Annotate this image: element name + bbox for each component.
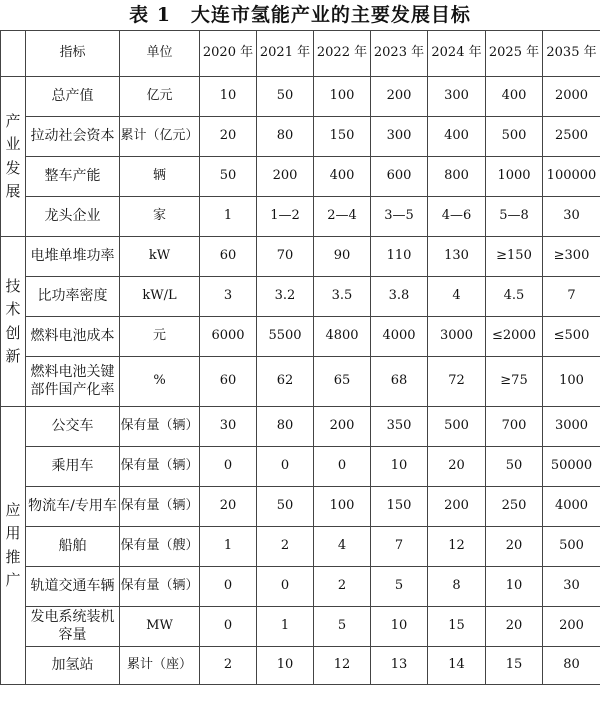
value-cell: 50: [257, 77, 314, 117]
value-cell: 400: [314, 157, 371, 197]
indicator-name: 乘用车: [26, 447, 120, 487]
value-cell: 2500: [543, 117, 600, 157]
column-header: 2035 年: [543, 31, 600, 77]
indicator-unit: kW: [120, 237, 200, 277]
value-cell: 50: [257, 487, 314, 527]
column-header: 指标: [26, 31, 120, 77]
value-cell: 50000: [543, 447, 600, 487]
table-row: [1, 117, 600, 157]
category-cell: 应 用 推 广: [1, 407, 26, 685]
value-cell: ≤500: [543, 317, 600, 357]
indicator-unit: 保有量（辆）: [120, 407, 200, 447]
indicator-name: 船舶: [26, 527, 120, 567]
value-cell: 3000: [428, 317, 486, 357]
value-cell: 150: [314, 117, 371, 157]
value-cell: 100: [314, 77, 371, 117]
indicator-unit: 保有量（辆）: [120, 487, 200, 527]
value-cell: 10: [486, 567, 543, 607]
value-cell: 30: [200, 407, 257, 447]
value-cell: 150: [371, 487, 428, 527]
value-cell: 1: [200, 527, 257, 567]
column-header: 2024 年: [428, 31, 486, 77]
table-row: [1, 447, 600, 487]
value-cell: 10: [371, 447, 428, 487]
indicator-name: 拉动社会资本: [26, 117, 120, 157]
value-cell: 3.2: [257, 277, 314, 317]
table-row: [1, 527, 600, 567]
value-cell: 100: [314, 487, 371, 527]
table-row: [1, 157, 600, 197]
value-cell: 0: [200, 607, 257, 647]
value-cell: 80: [257, 117, 314, 157]
indicator-unit: 累计（亿元）: [120, 117, 200, 157]
indicator-name: 燃料电池关键部件国产化率: [26, 357, 120, 407]
value-cell: 5: [371, 567, 428, 607]
indicator-name: 发电系统装机容量: [26, 607, 120, 647]
value-cell: 90: [314, 237, 371, 277]
value-cell: ≥150: [486, 237, 543, 277]
column-header: 2023 年: [371, 31, 428, 77]
value-cell: 100000: [543, 157, 600, 197]
value-cell: 14: [428, 647, 486, 685]
value-cell: 2—4: [314, 197, 371, 237]
table-row: [1, 77, 600, 117]
value-cell: 30: [543, 567, 600, 607]
value-cell: 20: [486, 527, 543, 567]
indicator-name: 燃料电池成本: [26, 317, 120, 357]
indicator-unit: 保有量（辆）: [120, 567, 200, 607]
value-cell: 200: [371, 77, 428, 117]
column-header: 2021 年: [257, 31, 314, 77]
value-cell: 10: [200, 77, 257, 117]
value-cell: 15: [486, 647, 543, 685]
value-cell: 200: [543, 607, 600, 647]
value-cell: 4—6: [428, 197, 486, 237]
table-body: [1, 77, 600, 685]
value-cell: 130: [428, 237, 486, 277]
column-header: 单位: [120, 31, 200, 77]
value-cell: 7: [543, 277, 600, 317]
table-row: [1, 607, 600, 647]
value-cell: 3.5: [314, 277, 371, 317]
value-cell: 10: [371, 607, 428, 647]
value-cell: 3.8: [371, 277, 428, 317]
indicator-unit: 元: [120, 317, 200, 357]
hydrogen-targets-table: [0, 30, 600, 685]
value-cell: 1000: [486, 157, 543, 197]
category-cell: 技 术 创 新: [1, 237, 26, 407]
value-cell: 12: [428, 527, 486, 567]
column-header: 2020 年: [200, 31, 257, 77]
value-cell: 700: [486, 407, 543, 447]
indicator-name: 物流车/专用车: [26, 487, 120, 527]
value-cell: 70: [257, 237, 314, 277]
header-category-cell: [1, 31, 26, 77]
value-cell: 500: [486, 117, 543, 157]
value-cell: 0: [200, 567, 257, 607]
indicator-unit: %: [120, 357, 200, 407]
value-cell: 1: [200, 197, 257, 237]
value-cell: 80: [543, 647, 600, 685]
value-cell: 1—2: [257, 197, 314, 237]
value-cell: 200: [257, 157, 314, 197]
value-cell: 0: [314, 447, 371, 487]
value-cell: 4800: [314, 317, 371, 357]
value-cell: 3: [200, 277, 257, 317]
value-cell: 4000: [543, 487, 600, 527]
indicator-unit: MW: [120, 607, 200, 647]
value-cell: ≥75: [486, 357, 543, 407]
indicator-unit: kW/L: [120, 277, 200, 317]
value-cell: ≤2000: [486, 317, 543, 357]
table-row: [1, 487, 600, 527]
table-row: [1, 197, 600, 237]
value-cell: 3000: [543, 407, 600, 447]
value-cell: 200: [314, 407, 371, 447]
table-row: [1, 647, 600, 685]
value-cell: 4: [314, 527, 371, 567]
value-cell: 0: [200, 447, 257, 487]
value-cell: 600: [371, 157, 428, 197]
column-header: 2025 年: [486, 31, 543, 77]
value-cell: 4000: [371, 317, 428, 357]
value-cell: 20: [428, 447, 486, 487]
table-row: [1, 317, 600, 357]
indicator-name: 整车产能: [26, 157, 120, 197]
indicator-unit: 保有量（辆）: [120, 447, 200, 487]
indicator-unit: 亿元: [120, 77, 200, 117]
indicator-unit: 辆: [120, 157, 200, 197]
table-row: [1, 237, 600, 277]
value-cell: 1: [257, 607, 314, 647]
value-cell: 5—8: [486, 197, 543, 237]
value-cell: 400: [428, 117, 486, 157]
value-cell: 30: [543, 197, 600, 237]
value-cell: 500: [428, 407, 486, 447]
indicator-unit: 累计（座）: [120, 647, 200, 685]
value-cell: 50: [486, 447, 543, 487]
value-cell: 8: [428, 567, 486, 607]
value-cell: 300: [371, 117, 428, 157]
value-cell: 62: [257, 357, 314, 407]
value-cell: 400: [486, 77, 543, 117]
value-cell: 15: [428, 607, 486, 647]
value-cell: 500: [543, 527, 600, 567]
indicator-name: 公交车: [26, 407, 120, 447]
value-cell: 2: [257, 527, 314, 567]
indicator-name: 轨道交通车辆: [26, 567, 120, 607]
indicator-name: 比功率密度: [26, 277, 120, 317]
table-row: [1, 407, 600, 447]
indicator-name: 龙头企业: [26, 197, 120, 237]
value-cell: 72: [428, 357, 486, 407]
table-header: [1, 31, 600, 77]
indicator-name: 总产值: [26, 77, 120, 117]
table-row: [1, 357, 600, 407]
value-cell: 4: [428, 277, 486, 317]
table-row: [1, 567, 600, 607]
value-cell: 800: [428, 157, 486, 197]
value-cell: 0: [257, 567, 314, 607]
value-cell: 5: [314, 607, 371, 647]
value-cell: 13: [371, 647, 428, 685]
value-cell: 3—5: [371, 197, 428, 237]
value-cell: 2: [314, 567, 371, 607]
value-cell: 68: [371, 357, 428, 407]
value-cell: 60: [200, 357, 257, 407]
value-cell: 5500: [257, 317, 314, 357]
value-cell: 2: [200, 647, 257, 685]
indicator-unit: 保有量（艘）: [120, 527, 200, 567]
value-cell: 4.5: [486, 277, 543, 317]
value-cell: 300: [428, 77, 486, 117]
value-cell: 65: [314, 357, 371, 407]
indicator-name: 加氢站: [26, 647, 120, 685]
value-cell: 7: [371, 527, 428, 567]
category-cell: 产 业 发 展: [1, 77, 26, 237]
value-cell: 20: [200, 487, 257, 527]
value-cell: 20: [486, 607, 543, 647]
value-cell: 60: [200, 237, 257, 277]
value-cell: 10: [257, 647, 314, 685]
table-row: [1, 277, 600, 317]
value-cell: 250: [486, 487, 543, 527]
value-cell: 350: [371, 407, 428, 447]
value-cell: 100: [543, 357, 600, 407]
value-cell: 6000: [200, 317, 257, 357]
value-cell: ≥300: [543, 237, 600, 277]
value-cell: 200: [428, 487, 486, 527]
column-header: 2022 年: [314, 31, 371, 77]
value-cell: 110: [371, 237, 428, 277]
indicator-unit: 家: [120, 197, 200, 237]
table-title: 表 1 大连市氢能产业的主要发展目标: [129, 4, 471, 26]
indicator-name: 电堆单堆功率: [26, 237, 120, 277]
value-cell: 20: [200, 117, 257, 157]
value-cell: 0: [257, 447, 314, 487]
value-cell: 50: [200, 157, 257, 197]
value-cell: 12: [314, 647, 371, 685]
value-cell: 2000: [543, 77, 600, 117]
header-row: [1, 31, 600, 77]
value-cell: 80: [257, 407, 314, 447]
